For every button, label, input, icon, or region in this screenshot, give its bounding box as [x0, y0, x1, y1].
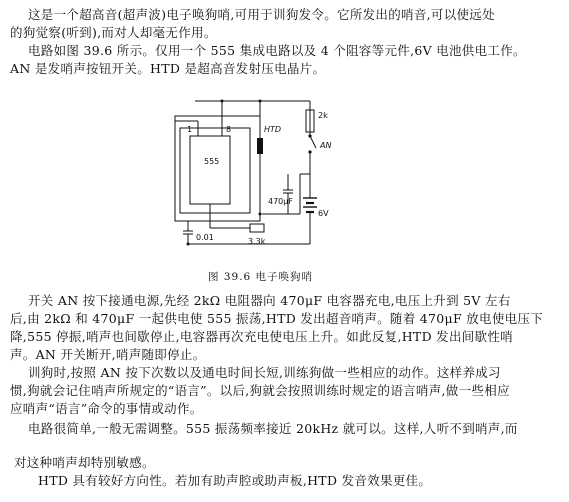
capacitor-001-label: 0.01: [196, 233, 214, 242]
paragraph-2-line-2: AN 是发哨声按钮开关。HTD 是超高音发射压电晶片。: [10, 61, 326, 76]
switch-an-contact: [308, 134, 311, 137]
junction-dot: [221, 100, 224, 103]
junction-dot: [259, 213, 262, 216]
htd-piezo-element: [257, 138, 263, 154]
paragraph-1-line-1: 这是一个超高音(超声波)电子唤狗哨,可用于训狗发令。它所发出的哨音,可以使远处: [28, 7, 495, 22]
resistor-3-3k-label: 3.3k: [248, 237, 266, 246]
pin-1-label: 1: [187, 125, 193, 134]
figure-caption: 图 39.6 电子唤狗哨: [208, 271, 314, 283]
capacitor-470uf-label: 470μF: [268, 197, 293, 206]
paragraph-4-line-2: 惯,狗就会记住哨声所规定的“语言”。以后,狗就会按照训练时规定的语言哨声,做一些相应: [10, 383, 510, 398]
junction-dot: [259, 100, 262, 103]
paragraph-5-line-1: 电路很简单,一般无需调整。555 振荡频率接近 20kHz 就可以。这样,人听不到哨声,而: [28, 421, 518, 436]
paragraph-5-line-2: 对这种哨声却特别敏感。: [14, 455, 155, 470]
ic-label: 555: [204, 157, 220, 166]
pin-8-label: 8: [226, 125, 232, 134]
paragraph-4-line-3: 应哨声“语言”命令的事情或动作。: [10, 401, 203, 416]
resistor-3-3k: [250, 224, 264, 232]
an-label: AN: [320, 141, 332, 150]
paragraph-3-line-2: 后,由 2kΩ 和 470μF 一起供电使 555 振荡,HTD 发出超音哨声。随着 470μF 放电使电压下: [10, 311, 544, 326]
circuit-diagram: [150, 86, 390, 264]
resistor-2k-label: 2k: [318, 111, 328, 120]
battery-label: 6V: [318, 209, 329, 218]
htd-label: HTD: [264, 125, 282, 134]
paragraph-6-line-1: HTD 具有较好方向性。若加有助声腔或助声板,HTD 发音效果更佳。: [38, 473, 432, 488]
paragraph-2-line-1: 电路如图 39.6 所示。仅用一个 555 集成电路以及 4 个阻容等元件,6V 电池供电工作。: [28, 43, 526, 58]
paragraph-4-line-1: 训狗时,按照 AN 按下次数以及通电时间长短,训练狗做一些相应的动作。这样养成习: [28, 365, 501, 380]
paragraph-1-line-2: 的狗觉察(听到),而对人却毫无作用。: [10, 25, 217, 40]
paragraph-3-line-4: 声。AN 开关断开,哨声随即停止。: [10, 347, 206, 362]
paragraph-3-line-1: 开关 AN 按下接通电源,先经 2kΩ 电阻器向 470μF 电容器充电,电压上升到 5V 左右: [28, 293, 511, 308]
paragraph-3-line-3: 降,555 停振,哨声也间歇停止,电容器再次充电使电压上升。如此反复,HTD 发出间歇性哨: [10, 329, 513, 344]
junction-dot: [187, 243, 190, 246]
switch-an-contact: [308, 150, 311, 153]
